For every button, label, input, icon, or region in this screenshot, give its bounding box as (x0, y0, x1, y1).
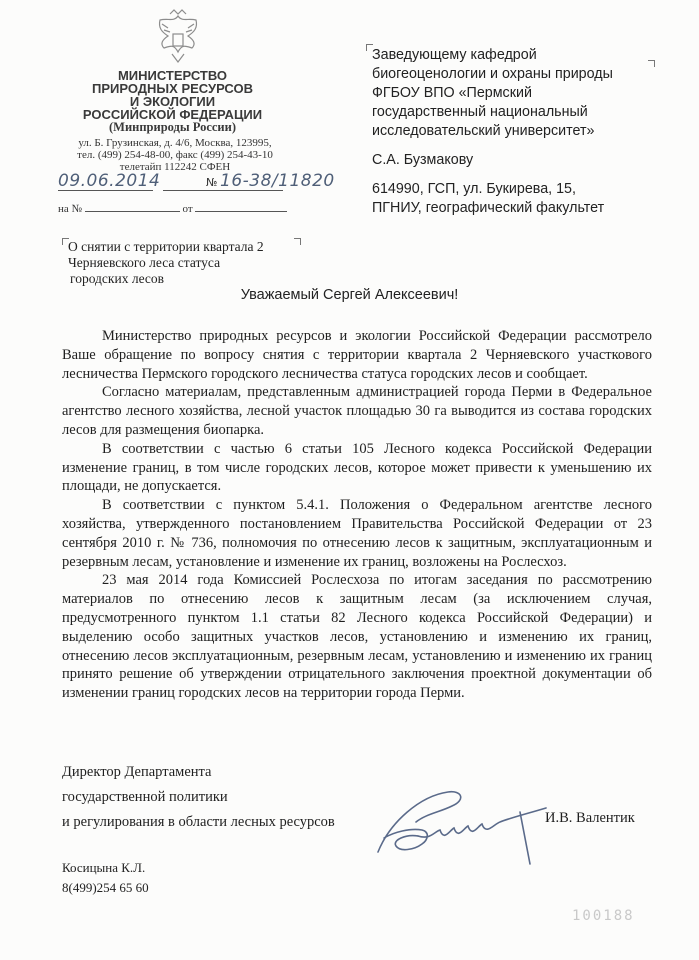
greeting: Уважаемый Сергей Алексеевич! (240, 287, 459, 303)
letter-subject (68, 239, 298, 287)
body-paragraph: Согласно материалам, представленным администрацией города Перми в Федеральное агентство лесного хозяйства, лесной участок площадью 30 га выводится из состава городских лесов для размещения биопарка. (62, 384, 652, 438)
executor-name: Косицына К.Л. (62, 860, 146, 875)
subject-line: О снятии с территории квартала 2 (68, 239, 264, 254)
subject-line: городских лесов (70, 271, 165, 286)
signer-title-line: Директор Департамента (62, 764, 212, 780)
ministry-line: И ЭКОЛОГИИ (129, 94, 216, 109)
na-blank (85, 201, 180, 212)
ministry-address (70, 137, 280, 173)
coat-of-arms-icon (148, 8, 208, 66)
signer-title (62, 760, 382, 835)
subject-line: Черняевского леса статуса (68, 255, 221, 270)
number-sign: № (206, 176, 218, 189)
registration-stamp: 100188 (572, 908, 635, 924)
recipient-address-line: 614990, ГСП, ул. Букирева, 15, (372, 181, 576, 197)
body-paragraph: 23 мая 2014 года Комиссией Рослесхоза по итогам заседания по рассмотрению материалов по отнесению лесов к защитным лесам (за исключением случая, предусмотренного пунктом 1.1 статьи 82 Лесного кодекса Российской Федерации) и выделению особо защитных участков лесов, установлению и изменению их границ, отнесению лесов эксплуатационным, резервным лесам, установлению и изменению их границ принято решение об утверждении отрицательного заключения проектной документации об изменении границ городских лесов на территории города Перми. (62, 572, 652, 702)
date-underline (58, 190, 153, 191)
reference-line (58, 201, 287, 215)
ministry-name (70, 69, 275, 134)
address-line: телетайп 112242 СФЕН (119, 161, 231, 173)
signer-title-line: государственной политики (62, 789, 228, 805)
recipient-name: С.А. Бузмакову (372, 152, 474, 168)
recipient-line: биогеоценологии и охраны природы (372, 66, 613, 82)
na-label: на № (58, 203, 83, 215)
handwritten-signature (370, 782, 560, 870)
body-paragraph: В соответствии с пунктом 5.4.1. Положения о Федеральном агентстве лесного хозяйства, утвержденного постановлением Правительства Российской Федерации от 23 сентября 2010 г. № 736, полномочия по отнесению лесов к защитным, эксплуатационным и резервным лесам, установление и изменение их границ, возложены на Рослесхоз. (62, 497, 652, 570)
recipient-line: Заведующему кафедрой (372, 47, 537, 63)
recipient-block (372, 46, 672, 218)
ot-label: от (182, 203, 193, 215)
handwritten-date: 09.06.2014 (58, 171, 161, 191)
ministry-line: МИНИСТЕРСТВО (117, 68, 228, 83)
executor-info (62, 858, 149, 898)
signer-name: И.В. Валентик (545, 810, 635, 826)
recipient-address-line: ПГНИУ, географический факультет (372, 200, 605, 216)
number-underline (163, 190, 283, 191)
recipient-line: исследовательский университет» (372, 123, 595, 139)
executor-phone: 8(499)254 65 60 (62, 880, 149, 895)
ministry-line: ПРИРОДНЫХ РЕСУРСОВ (91, 81, 253, 96)
body-paragraph: В соответствии с частью 6 статьи 105 Лесного кодекса Российской Федерации изменение границ, в том числе городских лесов, которое может привести к уменьшению их площади, не допускается. (62, 440, 652, 495)
address-line: ул. Б. Грузинская, д. 4/6, Москва, 123995, (78, 137, 272, 149)
ministry-short-name: (Минприроды России) (108, 120, 236, 134)
handwritten-number: 16-38/11820 (220, 171, 335, 191)
address-line: тел. (499) 254-48-00, факс (499) 254-43-10 (77, 149, 273, 161)
recipient-line: государственный национальный (372, 104, 588, 120)
signer-title-line: и регулирования в области лесных ресурсов (62, 814, 335, 830)
recipient-line: ФГБОУ ВПО «Пермский (372, 85, 532, 101)
ministry-line: РОССИЙСКОЙ ФЕДЕРАЦИИ (82, 107, 263, 122)
ot-blank (195, 201, 287, 212)
body-paragraph: Министерство природных ресурсов и экологии Российской Федерации рассмотрело Ваше обращение по вопросу снятия с территории квартала 2 Черняевского участкового лесничества Пермского городского лесничества статуса городских лесов и сообщает. (62, 328, 652, 382)
letter-body (62, 327, 652, 703)
